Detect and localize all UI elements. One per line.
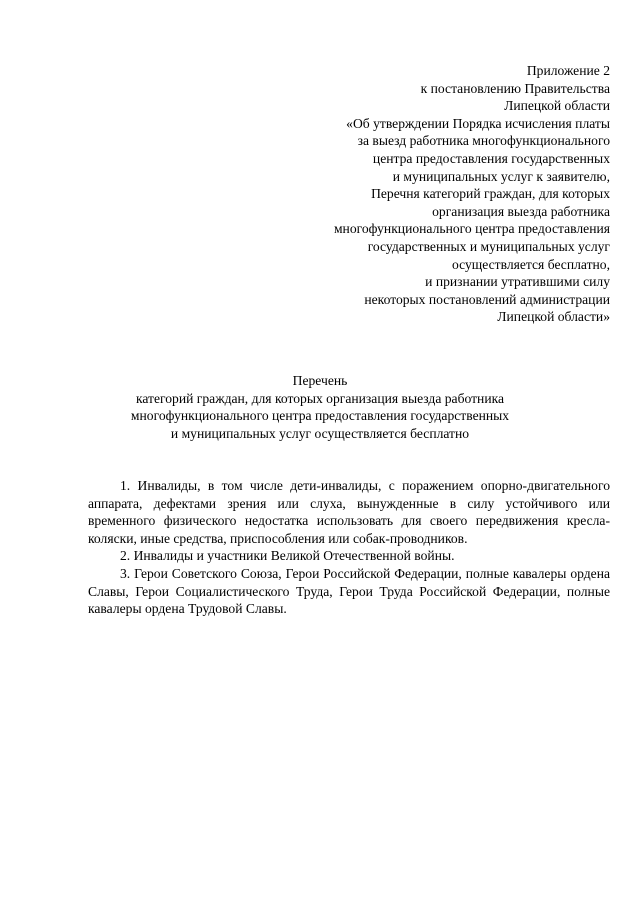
list-item: 2. Инвалиды и участники Великой Отечественной войны. [120, 548, 455, 564]
appendix-line: организация выезда работника [432, 203, 610, 219]
categories-list [88, 477, 610, 618]
appendix-line: за выезд работника многофункционального [357, 133, 610, 149]
list-item: 3. Герои Советского Союза, Герои Российской Федерации, полные кавалеры ордена Славы, Герои Социалистического Труда, Герои Труда Российской Федерации, полные кавалеры ордена Трудовой Славы. [88, 565, 610, 617]
appendix-line: и признании утратившими силу [425, 274, 610, 290]
title-line: многофункционального центра предоставления государственных [130, 408, 510, 424]
title-line: и муниципальных услуг осуществляется бесплатно [170, 425, 470, 441]
title-heading: Перечень [292, 373, 348, 388]
appendix-line: Липецкой области [504, 98, 610, 114]
appendix-line: центра предоставления государственных [372, 150, 610, 166]
appendix-line: многофункционального центра предоставления [333, 221, 610, 237]
appendix-line: и муниципальных услуг к заявителю, [392, 168, 610, 184]
appendix-line: Приложение 2 [526, 63, 610, 78]
appendix-header [250, 62, 610, 326]
appendix-line: некоторых постановлений администрации [364, 291, 610, 307]
document-title [0, 372, 640, 442]
appendix-line: Липецкой области» [497, 309, 610, 325]
list-item: 1. Инвалиды, в том числе дети-инвалиды, с поражением опорно-двигательного аппарата, дефектами зрения или слуха, вынужденные в силу устойчивого или временного физического недостатка использовать для своего передвижения кресла-коляски, иные средства, приспособления или собак-проводников. [88, 478, 610, 546]
appendix-line: Перечня категорий граждан, для которых [371, 186, 610, 202]
appendix-line: осуществляется бесплатно, [452, 256, 610, 272]
appendix-line: к постановлению Правительства [420, 80, 610, 96]
title-line: категорий граждан, для которых организация выезда работника [135, 390, 505, 406]
appendix-line: государственных и муниципальных услуг [367, 238, 610, 254]
appendix-line: «Об утверждении Порядка исчисления платы [346, 115, 610, 131]
